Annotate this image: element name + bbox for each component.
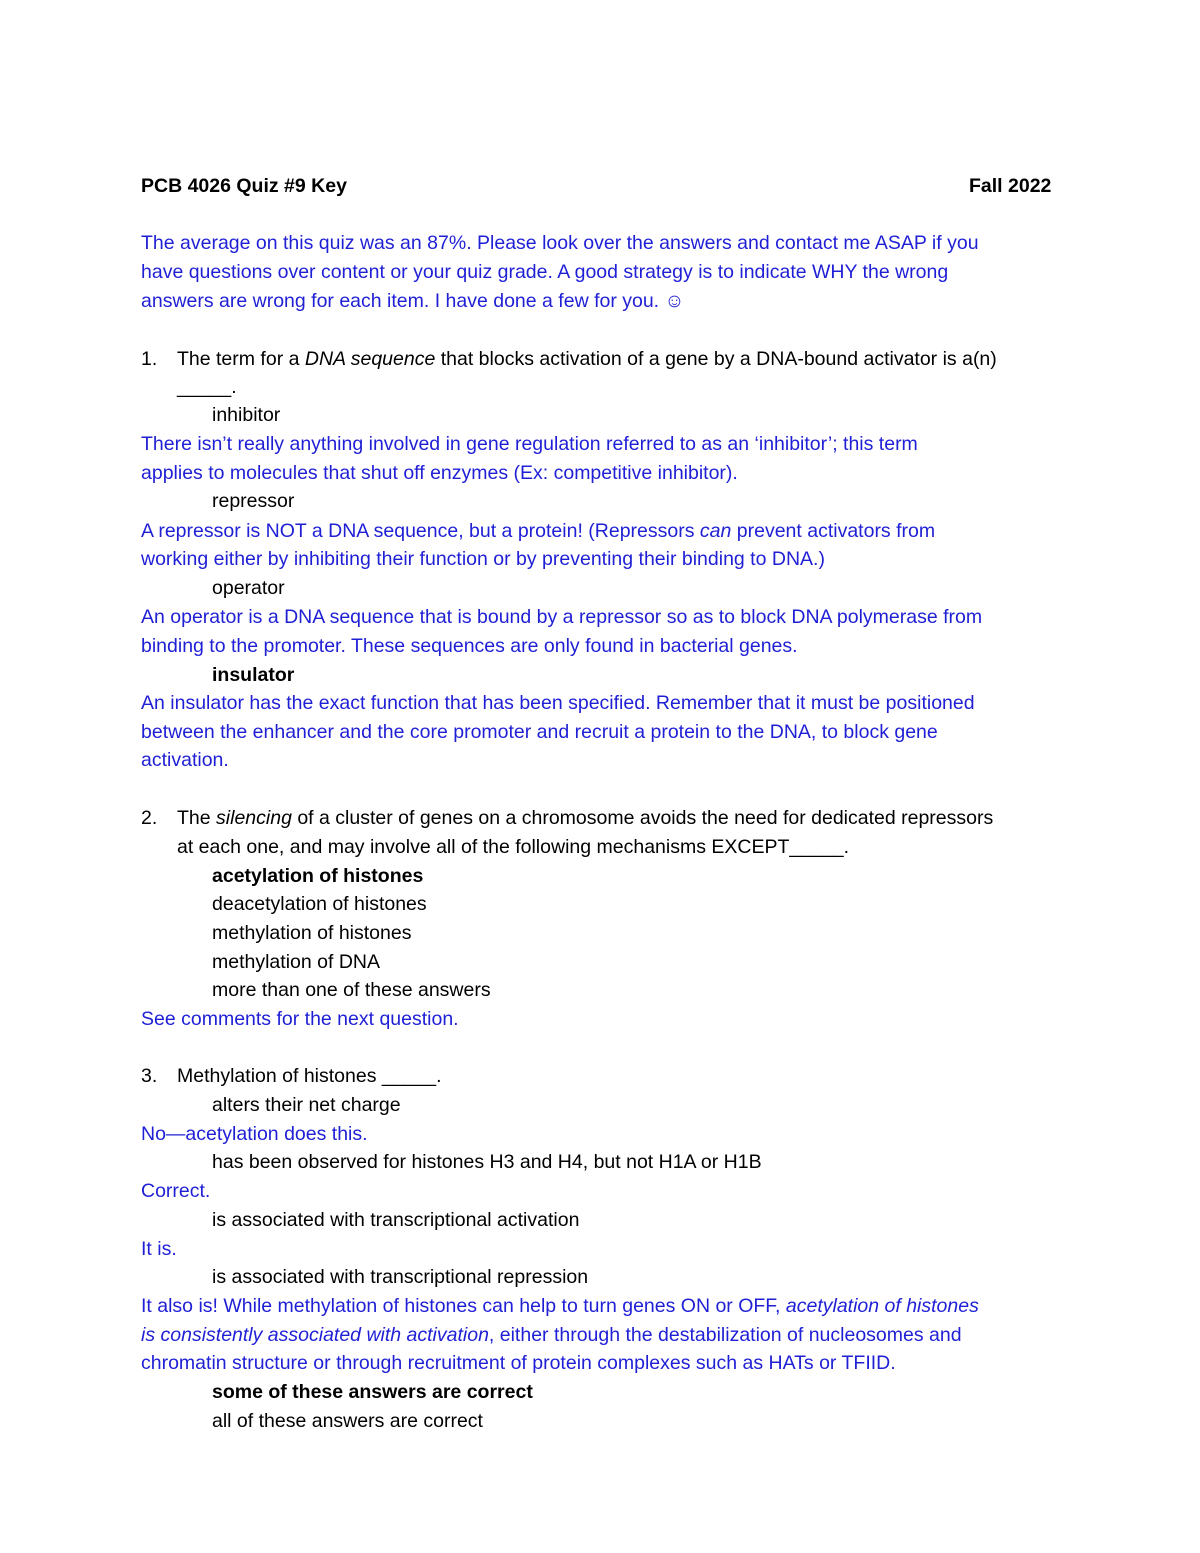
question-text: The term for a DNA sequence that blocks activation of a gene by a DNA-bound activator is a(n)	[177, 348, 997, 370]
answer-comment: working either by inhibiting their function or by preventing their binding to DNA.)	[141, 548, 825, 570]
answer-option: more than one of these answers	[212, 979, 491, 1001]
answer-option: is associated with transcriptional activation	[212, 1209, 580, 1231]
answer-comment: Correct.	[141, 1180, 211, 1202]
intro-line: have questions over content or your quiz grade. A good strategy is to indicate WHY the wrong	[141, 261, 949, 283]
answer-option: repressor	[212, 490, 295, 512]
question-text: The silencing of a cluster of genes on a chromosome avoids the need for dedicated repressors	[177, 807, 994, 829]
answer-comment: It is.	[141, 1238, 177, 1260]
answer-comment: binding to the promoter. These sequences are only found in bacterial genes.	[141, 635, 798, 657]
answer-comment: is consistently associated with activation, either through the destabilization of nucleosomes and	[141, 1324, 962, 1346]
answer-comment: It also is! While methylation of histones can help to turn genes ON or OFF, acetylation of histones	[141, 1295, 979, 1317]
answer-option: deacetylation of histones	[212, 893, 427, 915]
question-blank: _____.	[177, 376, 237, 398]
answer-option: inhibitor	[212, 404, 281, 426]
answer-comment: An insulator has the exact function that has been specified. Remember that it must be positioned	[141, 692, 975, 714]
document-title: PCB 4026 Quiz #9 Key	[141, 175, 347, 197]
answer-comment: An operator is a DNA sequence that is bound by a repressor so as to block DNA polymerase from	[141, 606, 983, 628]
answer-comment: A repressor is NOT a DNA sequence, but a protein! (Repressors can prevent activators from	[141, 520, 936, 542]
question-number: 1.	[141, 348, 158, 370]
answer-comment: applies to molecules that shut off enzymes (Ex: competitive inhibitor).	[141, 462, 738, 484]
answer-comment: No—acetylation does this.	[141, 1123, 368, 1145]
answer-option: is associated with transcriptional repression	[212, 1266, 589, 1288]
intro-line: answers are wrong for each item. I have done a few for you. ☺	[141, 290, 685, 312]
question-text: at each one, and may involve all of the following mechanisms EXCEPT_____.	[177, 836, 850, 858]
correct-answer-option: insulator	[212, 664, 295, 686]
intro-line: The average on this quiz was an 87%. Please look over the answers and contact me ASAP if you	[141, 232, 979, 254]
document-term: Fall 2022	[969, 175, 1052, 197]
answer-comment: activation.	[141, 749, 229, 771]
answer-option: operator	[212, 577, 285, 599]
answer-option: all of these answers are correct	[212, 1410, 483, 1432]
answer-comment: There isn’t really anything involved in gene regulation referred to as an ‘inhibitor’; this term	[141, 433, 918, 455]
answer-option: has been observed for histones H3 and H4, but not H1A or H1B	[212, 1151, 762, 1173]
correct-answer-option: acetylation of histones	[212, 865, 424, 887]
answer-comment: between the enhancer and the core promoter and recruit a protein to the DNA, to block gene	[141, 721, 938, 743]
answer-option: alters their net charge	[212, 1094, 401, 1116]
answer-option: methylation of histones	[212, 922, 412, 944]
question-text: Methylation of histones _____.	[177, 1065, 442, 1087]
answer-comment: See comments for the next question.	[141, 1008, 459, 1030]
correct-answer-option: some of these answers are correct	[212, 1381, 533, 1403]
question-number: 2.	[141, 807, 158, 829]
answer-option: methylation of DNA	[212, 951, 380, 973]
question-number: 3.	[141, 1065, 158, 1087]
answer-comment: chromatin structure or through recruitment of protein complexes such as HATs or TFIID.	[141, 1352, 896, 1374]
